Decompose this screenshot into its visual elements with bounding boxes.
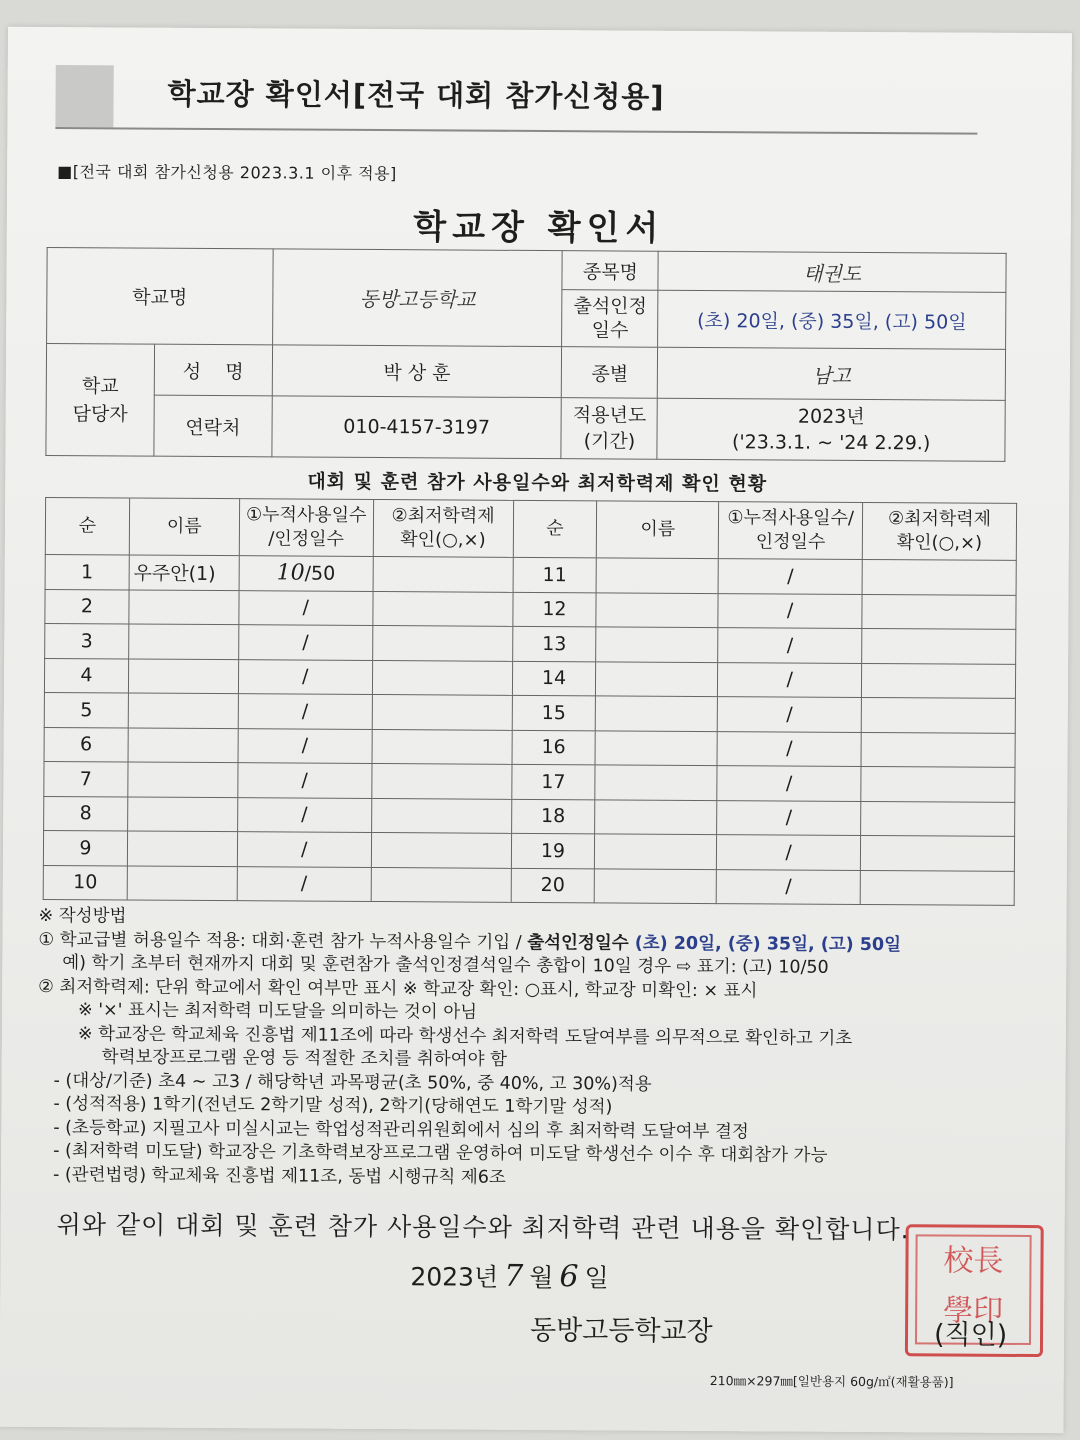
row-days-right: / bbox=[718, 559, 862, 594]
date-day-label: 일 bbox=[584, 1263, 609, 1293]
attendance-days-value: (초) 20일, (중) 35일, (고) 50일 bbox=[658, 290, 1006, 349]
col-no-right: 순 bbox=[513, 500, 597, 558]
header-divider bbox=[55, 127, 977, 135]
year-label-line1: 적용년도 bbox=[572, 404, 647, 427]
row-no-left: 10 bbox=[43, 865, 127, 900]
gender-value: 남고 bbox=[658, 347, 1006, 400]
row-acad-right bbox=[860, 835, 1014, 870]
row-name-right bbox=[597, 558, 719, 593]
row-name-right bbox=[595, 730, 717, 765]
row-days-right: / bbox=[717, 731, 861, 766]
row-no-left: 2 bbox=[45, 589, 129, 624]
detail-5: - (관련법령) 학교체육 진흥법 제11조, 동법 시행규칙 제6조 bbox=[52, 1164, 506, 1188]
row-acad-right bbox=[860, 870, 1014, 905]
table-row bbox=[44, 796, 1015, 836]
row-acad-right bbox=[861, 801, 1015, 836]
row-name-left bbox=[127, 865, 237, 900]
contact-value: 010-4157-3197 bbox=[272, 396, 562, 459]
roster-table bbox=[43, 497, 1017, 906]
detail-4: - (최저학력 미도달) 학교장은 기초학력보장프로그램 운영하여 미도달 학생선수 이수 후 대회참가 가능 bbox=[53, 1141, 828, 1166]
name-label: 성 명 bbox=[154, 344, 272, 396]
note-2: ② 최저학력제: 단위 학교에서 확인 여부만 표시 ※ 학교장 확인: ○표시, 학교장 미확인: × 표시 bbox=[38, 976, 758, 1001]
row-days-right: / bbox=[718, 593, 862, 628]
signature-date bbox=[410, 1257, 608, 1294]
row-name-left bbox=[128, 658, 238, 693]
notes-heading: ※ 작성방법 bbox=[38, 905, 127, 927]
col-days-right bbox=[719, 502, 863, 560]
row-name-right bbox=[596, 661, 718, 696]
row-days-right: / bbox=[716, 869, 860, 904]
principal-name: 동방고등학교장 bbox=[529, 1314, 713, 1348]
row-name-right bbox=[595, 765, 717, 800]
row-acad-left bbox=[372, 729, 512, 764]
note-2c: 학력보장프로그램 운영 등 적절한 조치를 취하여야 함 bbox=[101, 1047, 508, 1070]
manager-label-line1: 학교 bbox=[81, 374, 119, 397]
document-page bbox=[0, 27, 1072, 1433]
row-name-left bbox=[129, 589, 239, 624]
row-no-left: 4 bbox=[44, 658, 128, 693]
col-days-left bbox=[239, 499, 373, 557]
allowed-days: /50 bbox=[304, 562, 336, 586]
row-acad-left bbox=[373, 591, 513, 626]
attendance-label-line1: 출석인정 bbox=[573, 295, 647, 318]
date-day: 6 bbox=[559, 1259, 579, 1295]
header-gray-box bbox=[55, 65, 113, 127]
school-info-table bbox=[45, 247, 1006, 462]
row-days-right: / bbox=[717, 766, 861, 801]
row-name-left bbox=[128, 762, 238, 797]
col-acad-right-line2: 확인(○,×) bbox=[896, 532, 983, 554]
gender-label: 종별 bbox=[562, 347, 658, 399]
table-row bbox=[44, 761, 1015, 801]
seal-label: (직인) bbox=[933, 1319, 1008, 1351]
instructions bbox=[37, 905, 1039, 1193]
row-name-left bbox=[129, 624, 239, 659]
detail-2: - (성적적용) 1학기(전년도 2학기말 성적), 2학기(당해연도 1학기말 성적) bbox=[53, 1094, 613, 1118]
school-name-label: 학교명 bbox=[47, 247, 273, 344]
paper-spec-footnote: 210㎜×297㎜[일반용지 60g/㎡(재활용품)] bbox=[709, 1373, 954, 1390]
row-days-right: / bbox=[718, 662, 862, 697]
row-acad-left bbox=[372, 625, 512, 660]
row-acad-right bbox=[862, 559, 1016, 594]
col-name-right: 이름 bbox=[597, 501, 719, 559]
used-days-handwritten: 10 bbox=[276, 560, 305, 586]
note-2b: ※ 학교장은 학교체육 진흥법 제11조에 따라 학생선수 최저학력 도달여부를 의무적으로 확인하고 기초 bbox=[77, 1023, 853, 1049]
row-no-right: 15 bbox=[512, 695, 596, 730]
row-no-right: 19 bbox=[511, 833, 595, 868]
detail-3: - (초등학교) 지필고사 미실시교는 학업성적관리위원회에서 심의 후 최저학력 도달여부 결정 bbox=[53, 1117, 749, 1142]
row-acad-left bbox=[372, 660, 512, 695]
row-days-left: / bbox=[238, 763, 372, 798]
col-days-right-line2: 인정일수 bbox=[755, 531, 826, 553]
date-year: 2023년 bbox=[410, 1262, 499, 1292]
col-acad-right bbox=[862, 502, 1016, 560]
row-no-right: 17 bbox=[511, 764, 595, 799]
year-label bbox=[561, 398, 657, 460]
row-name-right bbox=[596, 627, 718, 662]
form-subtag: ■[전국 대회 참가신청용 2023.3.1 이후 적용] bbox=[57, 162, 397, 184]
row-acad-left bbox=[371, 763, 511, 798]
table-row bbox=[45, 623, 1016, 663]
row-no-right: 20 bbox=[511, 868, 595, 903]
year-value-line2: ('23.3.1. ~ '24 2.29.) bbox=[731, 431, 931, 455]
note-1-text: ① 학교급별 허용일수 적용: 대회·훈련 참가 누적사용일수 기입 / bbox=[38, 929, 528, 953]
row-acad-right bbox=[861, 697, 1015, 732]
row-days-left: / bbox=[237, 832, 371, 867]
col-days-left-line2: /인정일수 bbox=[268, 528, 344, 550]
manager-label-line2: 담당자 bbox=[72, 402, 128, 425]
row-no-left: 6 bbox=[44, 727, 128, 762]
table-row bbox=[44, 692, 1015, 732]
col-acad-right-line1: ②최저학력제 bbox=[887, 508, 992, 530]
row-days-right: / bbox=[718, 697, 862, 732]
col-days-left-line1: ①누적사용일수 bbox=[245, 504, 367, 526]
row-days-left: / bbox=[238, 625, 372, 660]
row-days-right: / bbox=[717, 835, 861, 870]
table-row bbox=[43, 830, 1014, 870]
year-label-line2: (기간) bbox=[583, 430, 636, 453]
row-no-right: 11 bbox=[513, 557, 597, 592]
row-no-left: 5 bbox=[44, 692, 128, 727]
col-no-left: 순 bbox=[45, 497, 129, 555]
row-name-left bbox=[127, 831, 237, 866]
row-name-right bbox=[595, 834, 717, 869]
manager-name-value: 박 상 훈 bbox=[272, 345, 562, 398]
row-acad-left bbox=[373, 556, 513, 591]
col-acad-left bbox=[373, 499, 513, 557]
attendance-label-line2: 일수 bbox=[591, 319, 629, 342]
roster-header-row bbox=[45, 497, 1016, 560]
confirmation-statement: 위와 같이 대회 및 훈련 참가 사용일수와 최저학력 관련 내용을 확인합니다. bbox=[56, 1210, 910, 1245]
row-name-right bbox=[596, 592, 718, 627]
row-acad-right bbox=[861, 732, 1015, 767]
note-1-days: (초) 20일, (중) 35일, (고) 50일 bbox=[628, 933, 902, 955]
col-acad-left-line1: ②최저학력제 bbox=[391, 505, 495, 527]
row-days-right: / bbox=[717, 800, 861, 835]
date-month: 7 bbox=[504, 1258, 524, 1294]
contact-label: 연락처 bbox=[154, 395, 272, 457]
sport-label: 종목명 bbox=[562, 251, 658, 291]
row-name-left bbox=[128, 693, 238, 728]
row-no-right: 16 bbox=[512, 730, 596, 765]
table-row bbox=[44, 658, 1015, 698]
row-days-left: / bbox=[238, 659, 372, 694]
row-days-left: / bbox=[238, 728, 372, 763]
row-days-left: / bbox=[237, 866, 371, 901]
school-name-value: 동방고등학교 bbox=[272, 249, 562, 347]
row-days-left bbox=[239, 556, 373, 591]
row-no-right: 18 bbox=[511, 799, 595, 834]
col-name-left: 이름 bbox=[129, 498, 239, 556]
row-name-left bbox=[128, 727, 238, 762]
attendance-days-label bbox=[562, 290, 658, 348]
row-acad-left bbox=[372, 694, 512, 729]
row-days-left: / bbox=[238, 694, 372, 729]
header-title: 학교장 확인서[전국 대회 참가신청용] bbox=[167, 76, 665, 114]
row-acad-right bbox=[862, 594, 1016, 629]
row-name-left: 우주안(1) bbox=[129, 555, 239, 590]
row-acad-right bbox=[862, 663, 1016, 698]
row-no-left: 7 bbox=[44, 761, 128, 796]
col-days-right-line1: ①누적사용일수/ bbox=[727, 507, 855, 529]
row-no-right: 12 bbox=[512, 592, 596, 627]
row-no-right: 13 bbox=[512, 626, 596, 661]
seal-glyphs: 校長 學印 bbox=[915, 1234, 1032, 1345]
row-acad-left bbox=[371, 798, 511, 833]
table-row bbox=[45, 589, 1016, 629]
row-no-right: 14 bbox=[512, 661, 596, 696]
row-acad-right bbox=[861, 766, 1015, 801]
document-title: 학교장 확인서 bbox=[413, 207, 665, 249]
row-no-left: 3 bbox=[45, 623, 129, 658]
row-acad-left bbox=[371, 867, 511, 902]
roster-body bbox=[43, 554, 1016, 905]
row-acad-right bbox=[862, 628, 1016, 663]
row-days-left: / bbox=[237, 797, 371, 832]
year-value-line1: 2023년 bbox=[797, 405, 865, 428]
section-title: 대회 및 훈련 참가 사용일수와 최저학력제 확인 현황 bbox=[307, 470, 768, 496]
row-days-right: / bbox=[718, 628, 862, 663]
col-acad-left-line2: 확인(○,×) bbox=[400, 529, 486, 551]
sport-value: 태권도 bbox=[658, 251, 1006, 292]
table-row bbox=[44, 727, 1015, 767]
row-days-left: / bbox=[239, 590, 373, 625]
detail-1: - (대상/기준) 초4 ~ 고3 / 해당학년 과목평균(초 50%, 중 40%, 고 30%)적용 bbox=[53, 1070, 652, 1095]
row-no-left: 8 bbox=[44, 796, 128, 831]
year-value bbox=[657, 398, 1005, 461]
date-month-label: 월 bbox=[529, 1262, 554, 1293]
note-1-example: 예) 학기 초부터 현재까지 대회 및 훈련참가 출석인정결석일수 총합이 10일 경우 ⇨ 표기: (고) 10/50 bbox=[62, 953, 829, 978]
row-name-right bbox=[595, 868, 717, 903]
note-2a: ※ '×' 표시는 최저학력 미도달을 의미하는 것이 아님 bbox=[77, 1000, 478, 1023]
row-name-right bbox=[595, 799, 717, 834]
table-row bbox=[43, 865, 1014, 905]
row-name-right bbox=[596, 696, 718, 731]
note-1-bold: 출석인정일수 bbox=[527, 932, 629, 954]
row-name-left bbox=[128, 796, 238, 831]
row-acad-left bbox=[371, 832, 511, 867]
manager-label bbox=[46, 343, 155, 456]
row-no-left: 1 bbox=[45, 554, 129, 589]
row-no-left: 9 bbox=[43, 830, 127, 865]
table-row bbox=[45, 554, 1016, 594]
